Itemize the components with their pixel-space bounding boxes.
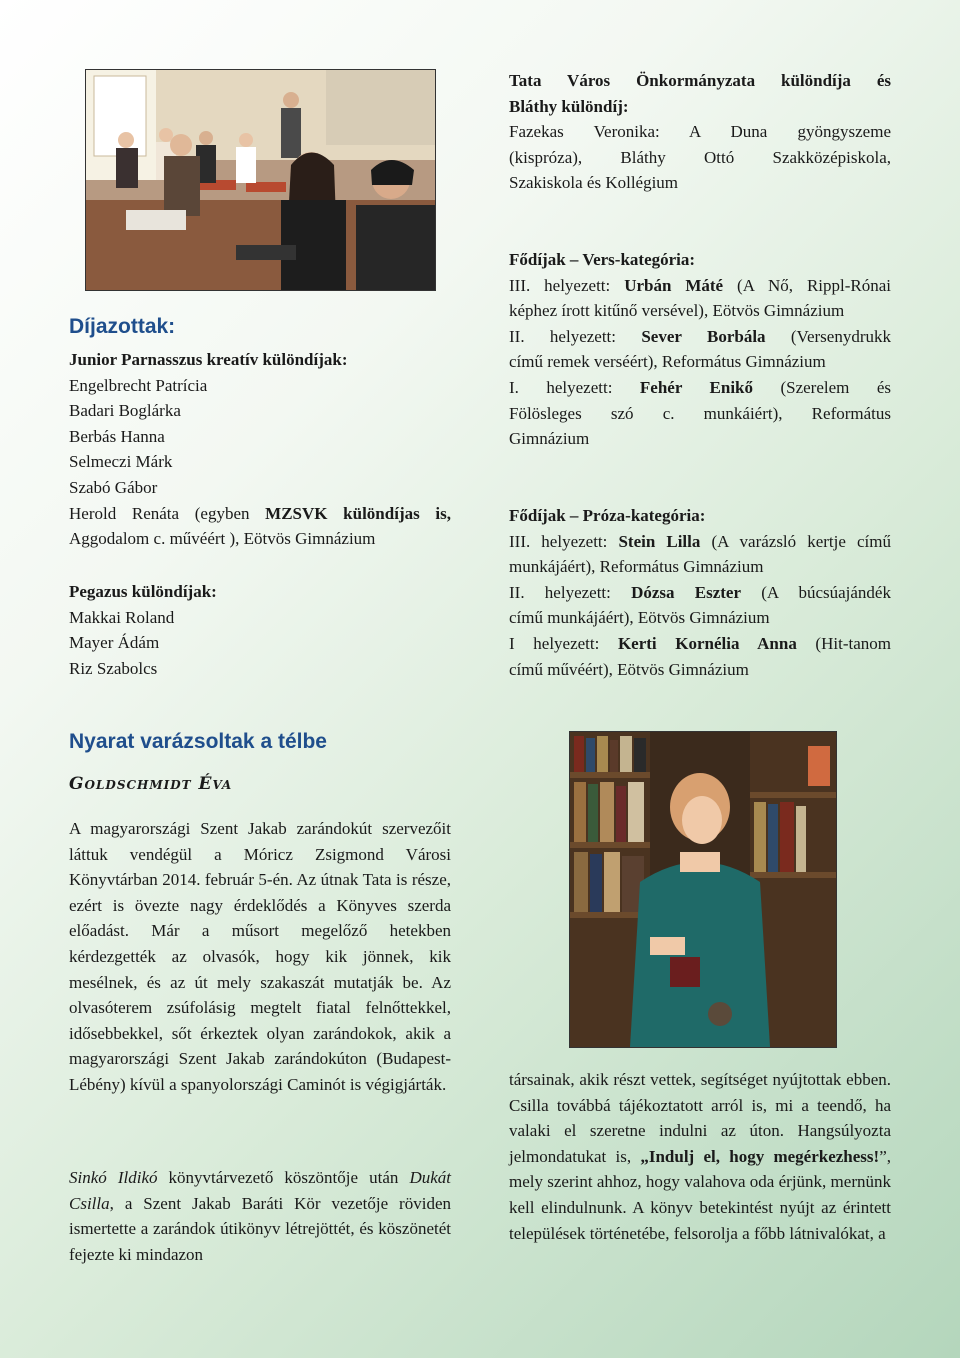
winner-name: Urbán Máté — [624, 275, 724, 295]
person-name: Sinkó Ildikó — [69, 1168, 158, 1187]
tata-award-line: (kispróza), Bláthy Ottó Szakközépiskola, — [509, 147, 891, 167]
list-item: Selmeczi Márk — [69, 452, 173, 472]
vers-third — [509, 273, 891, 299]
junior-parnasszus-title: Junior Parnasszus kreatív különdíjak: — [69, 350, 348, 369]
pegazus-title: Pegazus különdíjak: — [69, 582, 217, 601]
article-paragraph-1: A magyarországi Szent Jakab zarándokút szervezőit láttuk vendégül a Móricz Zsigmond Városi Könyvtárban 2014. február 5-én. Az útnak Tata is része, ezért is övezte nagy érdeklődés a Könyves szerda előadást. Már a műsort megelőző hetekben kérdezgették az olvasók, hogy kik jönnek, kik mesélnek, és az út mely szakaszát mutatják be. Az olvasóterem zsúfolásig megtelt fiatal felnőttekkel, idősebbekkel, sőt érkeztek olyan zarándokok, akik a magyarországi Szent Jakab zarándokúton (Budapest-Lébény) kívül a spanyolországi Caminót is végigjárták. — [69, 819, 451, 1094]
audience-photo-drawing — [86, 70, 435, 290]
tata-award-line: Fazekas Veronika: A Duna gyöngyszeme — [509, 122, 891, 142]
work-text: (A varázsló kertje című — [700, 531, 891, 551]
pegazus-section — [69, 579, 451, 681]
winner-name: Sever Borbála — [641, 326, 766, 346]
tata-award-title: Tata Város Önkormányzata különdíja és — [509, 71, 891, 90]
winner-name: Fehér Enikő — [639, 377, 754, 397]
place-label: III. helyezett: — [509, 531, 619, 551]
proza-third — [509, 529, 891, 555]
list-item: Badari Boglárka — [69, 401, 181, 421]
proza-section — [509, 503, 891, 682]
herold-text: Herold Renáta (egyben — [69, 503, 266, 523]
winner-name: Dózsa Eszter — [631, 582, 742, 602]
place-label: II. helyezett: — [509, 582, 632, 602]
herold-line-2: Aggodalom c. művéért ), Eötvös Gimnázium — [69, 529, 376, 549]
list-item: Riz Szabolcs — [69, 658, 158, 678]
tata-award-title-2: Bláthy különdíj: — [509, 96, 629, 116]
proza-third-2: munkájáért), Református Gimnázium — [509, 557, 764, 577]
work-text: (A Nő, Rippl-Rónai — [723, 275, 891, 295]
place-label: I helyezett: — [509, 633, 618, 653]
vers-second-2: című remek verséért), Református Gimnázium — [509, 352, 826, 372]
paragraph-text: ”, mely szerint ahhoz, hogy valahova oda érjünk, mernünk kell elindulnunk. A könyv betekintést nyújt az érintett települések történetébe, felsorolja a főbb látnivalókat, a — [509, 1146, 891, 1243]
article-paragraph-3 — [509, 1067, 891, 1246]
audience-photo — [85, 69, 436, 291]
motto: „Indulj el, hogy megérkezhess! — [640, 1146, 880, 1166]
vers-title: Fődíjak – Vers-kategória: — [509, 250, 696, 269]
speaker-photo — [569, 731, 837, 1048]
winner-name: Kerti Kornélia Anna — [617, 633, 797, 653]
work-text: (Hit-tanom — [796, 633, 891, 653]
vers-first-3: Gimnázium — [509, 429, 590, 449]
work-text: (Szerelem és — [753, 377, 891, 397]
article-title: Nyarat varázsoltak a télbe — [69, 730, 327, 753]
proza-second — [509, 580, 891, 606]
paragraph-text: társainak, akik részt vettek, segítséget nyújtottak ebben. Csilla továbbá tájékoztatott arról is, mi a teendő, ha valaki el szeretne indulni az úton. Hangsúlyozta jelmondatukat is, — [509, 1070, 891, 1166]
list-item: Engelbrecht Patrícia — [69, 375, 208, 395]
article-author: Goldschmidt Éva — [69, 774, 233, 794]
list-item: Mayer Ádám — [69, 633, 160, 653]
vers-second — [509, 324, 891, 350]
awardees-heading: Díjazottak: — [69, 315, 176, 338]
junior-parnasszus-section — [69, 347, 451, 552]
proza-second-2: című munkájáért), Eötvös Gimnázium — [509, 608, 770, 628]
list-item: Szabó Gábor — [69, 477, 158, 497]
mzsvk-award: MZSVK különdíjas is, — [265, 503, 451, 523]
work-text: (A búcsúajándék — [741, 582, 891, 602]
paragraph-text: könyvtárvezető köszöntője után — [157, 1168, 410, 1187]
proza-first-2: című művéért), Eötvös Gimnázium — [509, 659, 749, 679]
tata-award-line: Szakiskola és Kollégium — [509, 173, 679, 193]
list-item: Berbás Hanna — [69, 426, 165, 446]
proza-first — [509, 631, 891, 657]
article-paragraph-2 — [69, 1165, 451, 1267]
vers-section — [509, 247, 891, 452]
vers-third-2: képhez írott kitűnő versével), Eötvös Gimnázium — [509, 301, 845, 321]
vers-first-2: Fölösleges szó c. munkáiért), Református — [509, 403, 891, 423]
place-label: I. helyezett: — [509, 377, 640, 397]
paragraph-text: , a Szent Jakab Baráti Kör vezetője röviden ismertette a zarándok útikönyv létrejöttét, és köszönetét fejezte ki mindazon — [69, 1193, 451, 1264]
place-label: II. helyezett: — [509, 326, 642, 346]
speaker-photo-drawing — [570, 732, 836, 1047]
tata-award-section — [509, 68, 891, 196]
list-item: Makkai Roland — [69, 607, 175, 627]
winner-name: Stein Lilla — [618, 531, 701, 551]
proza-title: Fődíjak – Próza-kategória: — [509, 506, 706, 525]
herold-line — [69, 501, 451, 527]
vers-first — [509, 375, 891, 401]
work-text: (Versenydrukk — [765, 326, 891, 346]
person-name: Dukát Csilla — [69, 1168, 451, 1213]
place-label: III. helyezett: — [509, 275, 625, 295]
